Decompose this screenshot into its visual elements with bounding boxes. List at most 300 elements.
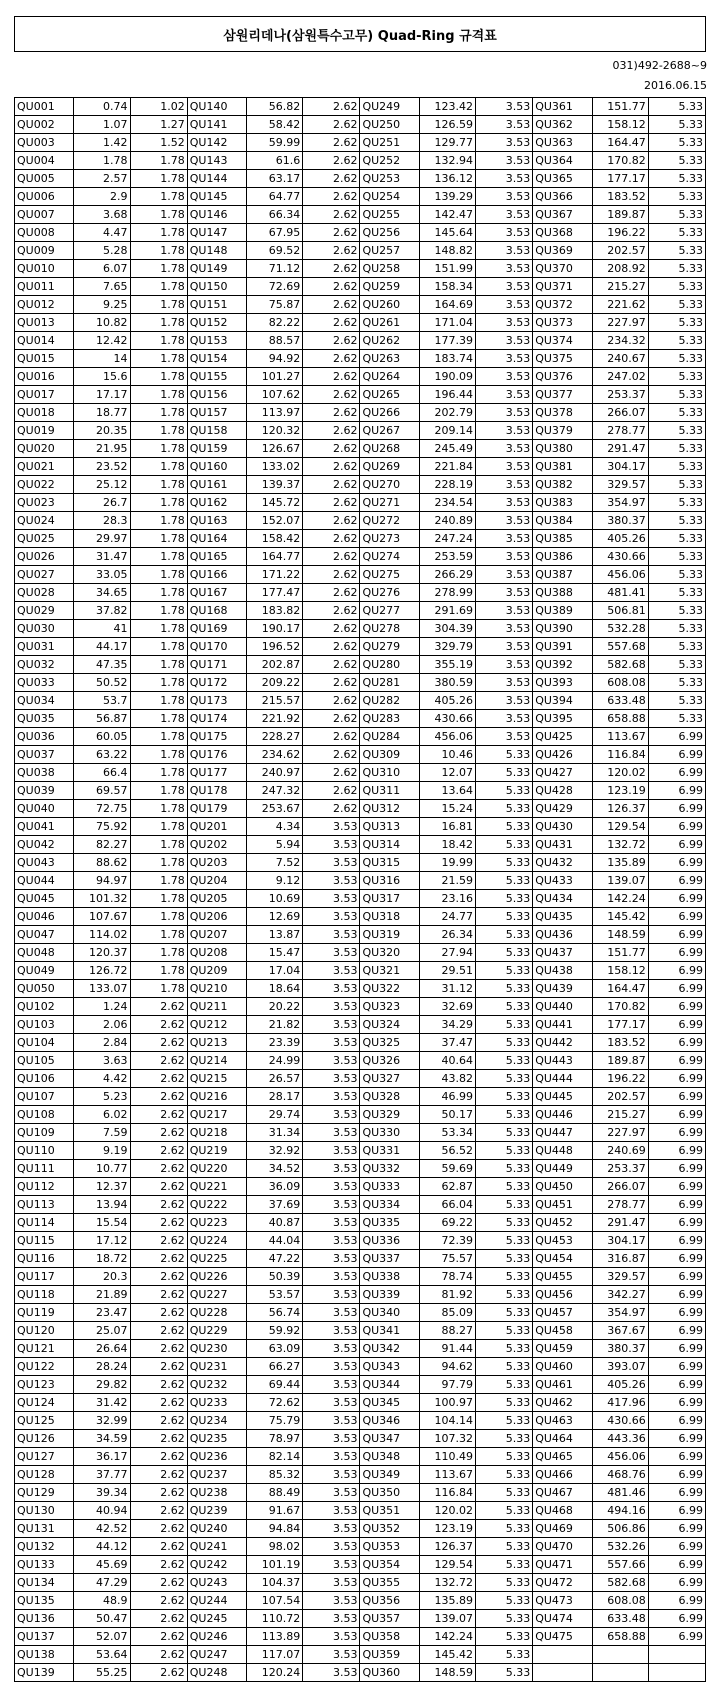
- cross-section-cell: 6.99: [648, 836, 705, 854]
- inner-diameter-cell: 135.89: [592, 854, 648, 872]
- inner-diameter-cell: 253.37: [592, 386, 648, 404]
- cross-section-cell: 1.78: [130, 638, 187, 656]
- cross-section-cell: 3.53: [303, 926, 360, 944]
- part-code-cell: QU042: [15, 836, 74, 854]
- part-code-cell: QU225: [187, 1250, 246, 1268]
- part-code-cell: QU175: [187, 728, 246, 746]
- cross-section-cell: 5.33: [475, 1466, 532, 1484]
- cross-section-cell: 1.78: [130, 386, 187, 404]
- cross-section-cell: 3.53: [303, 1394, 360, 1412]
- cross-section-cell: 3.53: [303, 1052, 360, 1070]
- part-code-cell: QU445: [533, 1088, 592, 1106]
- table-row: [15, 962, 706, 980]
- cross-section-cell: 6.99: [648, 1628, 705, 1646]
- part-code-cell: QU247: [187, 1646, 246, 1664]
- inner-diameter-cell: 135.89: [419, 1592, 475, 1610]
- inner-diameter-cell: 56.52: [419, 1142, 475, 1160]
- cross-section-cell: 6.99: [648, 1358, 705, 1376]
- part-code-cell: QU334: [360, 1196, 419, 1214]
- cross-section-cell: 2.62: [130, 1628, 187, 1646]
- inner-diameter-cell: 45.69: [74, 1556, 130, 1574]
- cross-section-cell: 6.99: [648, 1250, 705, 1268]
- table-row: [15, 116, 706, 134]
- inner-diameter-cell: 40.87: [247, 1214, 303, 1232]
- cross-section-cell: 6.99: [648, 962, 705, 980]
- inner-diameter-cell: 69.44: [247, 1376, 303, 1394]
- part-code-cell: QU265: [360, 386, 419, 404]
- cross-section-cell: 2.62: [303, 566, 360, 584]
- inner-diameter-cell: 158.12: [592, 116, 648, 134]
- inner-diameter-cell: 104.14: [419, 1412, 475, 1430]
- part-code-cell: QU458: [533, 1322, 592, 1340]
- cross-section-cell: 1.78: [130, 260, 187, 278]
- part-code-cell: QU105: [15, 1052, 74, 1070]
- part-code-cell: QU438: [533, 962, 592, 980]
- cross-section-cell: 6.99: [648, 1016, 705, 1034]
- inner-diameter-cell: 494.16: [592, 1502, 648, 1520]
- inner-diameter-cell: 17.17: [74, 386, 130, 404]
- part-code-cell: QU472: [533, 1574, 592, 1592]
- cross-section-cell: 5.33: [648, 620, 705, 638]
- cross-section-cell: 2.62: [303, 458, 360, 476]
- table-row: [15, 926, 706, 944]
- part-code-cell: QU112: [15, 1178, 74, 1196]
- cross-section-cell: 3.53: [475, 530, 532, 548]
- part-code-cell: QU039: [15, 782, 74, 800]
- table-row: [15, 638, 706, 656]
- cross-section-cell: 5.33: [648, 638, 705, 656]
- inner-diameter-cell: 46.99: [419, 1088, 475, 1106]
- inner-diameter-cell: 78.97: [247, 1430, 303, 1448]
- part-code-cell: QU002: [15, 116, 74, 134]
- cross-section-cell: 1.78: [130, 512, 187, 530]
- inner-diameter-cell: 7.59: [74, 1124, 130, 1142]
- inner-diameter-cell: 88.62: [74, 854, 130, 872]
- inner-diameter-cell: 608.08: [592, 1592, 648, 1610]
- part-code-cell: QU113: [15, 1196, 74, 1214]
- part-code-cell: QU119: [15, 1304, 74, 1322]
- inner-diameter-cell: 59.99: [247, 134, 303, 152]
- inner-diameter-cell: 62.87: [419, 1178, 475, 1196]
- part-code-cell: QU014: [15, 332, 74, 350]
- part-code-cell: QU242: [187, 1556, 246, 1574]
- part-code-cell: QU309: [360, 746, 419, 764]
- cross-section-cell: 5.33: [648, 710, 705, 728]
- inner-diameter-cell: 189.87: [592, 206, 648, 224]
- inner-diameter-cell: 23.47: [74, 1304, 130, 1322]
- cross-section-cell: 1.78: [130, 836, 187, 854]
- part-code-cell: QU106: [15, 1070, 74, 1088]
- inner-diameter-cell: 329.57: [592, 476, 648, 494]
- cross-section-cell: 5.33: [475, 1304, 532, 1322]
- part-code-cell: QU139: [15, 1664, 74, 1682]
- inner-diameter-cell: 88.57: [247, 332, 303, 350]
- table-row: [15, 656, 706, 674]
- table-row: [15, 1232, 706, 1250]
- part-code-cell: QU111: [15, 1160, 74, 1178]
- cross-section-cell: 2.62: [303, 620, 360, 638]
- cross-section-cell: 1.78: [130, 890, 187, 908]
- part-code-cell: QU017: [15, 386, 74, 404]
- inner-diameter-cell: 23.39: [247, 1034, 303, 1052]
- cross-section-cell: 1.78: [130, 188, 187, 206]
- cross-section-cell: 2.62: [303, 728, 360, 746]
- inner-diameter-cell: 47.35: [74, 656, 130, 674]
- inner-diameter-cell: 148.59: [419, 1664, 475, 1682]
- cross-section-cell: 2.62: [303, 296, 360, 314]
- inner-diameter-cell: 82.14: [247, 1448, 303, 1466]
- inner-diameter-cell: 13.64: [419, 782, 475, 800]
- part-code-cell: QU468: [533, 1502, 592, 1520]
- cross-section-cell: 3.53: [475, 314, 532, 332]
- inner-diameter-cell: 44.04: [247, 1232, 303, 1250]
- cross-section-cell: 1.78: [130, 224, 187, 242]
- part-code-cell: QU219: [187, 1142, 246, 1160]
- cross-section-cell: 6.99: [648, 872, 705, 890]
- part-code-cell: QU044: [15, 872, 74, 890]
- cross-section-cell: 2.62: [303, 224, 360, 242]
- part-code-cell: QU366: [533, 188, 592, 206]
- part-code-cell: QU454: [533, 1250, 592, 1268]
- cross-section-cell: 2.62: [130, 1520, 187, 1538]
- table-row: [15, 836, 706, 854]
- cross-section-cell: 3.53: [475, 116, 532, 134]
- part-code-cell: QU351: [360, 1502, 419, 1520]
- part-code-cell: QU466: [533, 1466, 592, 1484]
- cross-section-cell: 3.53: [303, 1070, 360, 1088]
- inner-diameter-cell: 228.27: [247, 728, 303, 746]
- inner-diameter-cell: 64.77: [247, 188, 303, 206]
- inner-diameter-cell: 59.69: [419, 1160, 475, 1178]
- cross-section-cell: 6.99: [648, 1502, 705, 1520]
- cross-section-cell: 2.62: [130, 1664, 187, 1682]
- inner-diameter-cell: 164.69: [419, 296, 475, 314]
- table-row: [15, 1484, 706, 1502]
- part-code-cell: QU156: [187, 386, 246, 404]
- table-row: [15, 746, 706, 764]
- inner-diameter-cell: 72.75: [74, 800, 130, 818]
- part-code-cell: QU446: [533, 1106, 592, 1124]
- part-code-cell: QU239: [187, 1502, 246, 1520]
- inner-diameter-cell: 4.47: [74, 224, 130, 242]
- cross-section-cell: 5.33: [475, 872, 532, 890]
- part-code-cell: QU313: [360, 818, 419, 836]
- part-code-cell: QU160: [187, 458, 246, 476]
- cross-section-cell: 2.62: [130, 1250, 187, 1268]
- inner-diameter-cell: 71.12: [247, 260, 303, 278]
- part-code-cell: QU221: [187, 1178, 246, 1196]
- table-row: [15, 1430, 706, 1448]
- inner-diameter-cell: 405.26: [419, 692, 475, 710]
- cross-section-cell: 5.33: [475, 1502, 532, 1520]
- table-row: [15, 1106, 706, 1124]
- cross-section-cell: 5.33: [475, 944, 532, 962]
- part-code-cell: QU369: [533, 242, 592, 260]
- cross-section-cell: 5.33: [475, 1106, 532, 1124]
- inner-diameter-cell: 81.92: [419, 1286, 475, 1304]
- part-code-cell: QU283: [360, 710, 419, 728]
- inner-diameter-cell: 32.69: [419, 998, 475, 1016]
- part-code-cell: QU019: [15, 422, 74, 440]
- cross-section-cell: 6.99: [648, 1394, 705, 1412]
- cross-section-cell: 2.62: [130, 1466, 187, 1484]
- cross-section-cell: 3.53: [475, 350, 532, 368]
- inner-diameter-cell: 9.25: [74, 296, 130, 314]
- inner-diameter-cell: 14: [74, 350, 130, 368]
- part-code-cell: QU207: [187, 926, 246, 944]
- cross-section-cell: 6.99: [648, 1538, 705, 1556]
- cross-section-cell: 2.62: [303, 476, 360, 494]
- inner-diameter-cell: 15.54: [74, 1214, 130, 1232]
- cross-section-cell: [648, 1646, 705, 1664]
- cross-section-cell: 5.33: [475, 764, 532, 782]
- inner-diameter-cell: 234.32: [592, 332, 648, 350]
- cross-section-cell: 2.62: [303, 638, 360, 656]
- cross-section-cell: 2.62: [303, 314, 360, 332]
- part-code-cell: QU434: [533, 890, 592, 908]
- cross-section-cell: 5.33: [475, 854, 532, 872]
- inner-diameter-cell: 278.77: [592, 1196, 648, 1214]
- inner-diameter-cell: 23.52: [74, 458, 130, 476]
- part-code-cell: QU470: [533, 1538, 592, 1556]
- part-code-cell: QU340: [360, 1304, 419, 1322]
- part-code-cell: QU456: [533, 1286, 592, 1304]
- inner-diameter-cell: 380.59: [419, 674, 475, 692]
- part-code-cell: [533, 1664, 592, 1682]
- cross-section-cell: 5.33: [475, 1250, 532, 1268]
- inner-diameter-cell: 354.97: [592, 1304, 648, 1322]
- cross-section-cell: 6.99: [648, 1052, 705, 1070]
- part-code-cell: QU328: [360, 1088, 419, 1106]
- part-code-cell: QU162: [187, 494, 246, 512]
- inner-diameter-cell: 658.88: [592, 1628, 648, 1646]
- inner-diameter-cell: 183.52: [592, 188, 648, 206]
- part-code-cell: QU274: [360, 548, 419, 566]
- part-code-cell: QU452: [533, 1214, 592, 1232]
- cross-section-cell: 3.53: [475, 278, 532, 296]
- part-code-cell: QU048: [15, 944, 74, 962]
- inner-diameter-cell: 110.49: [419, 1448, 475, 1466]
- inner-diameter-cell: 0.74: [74, 98, 130, 116]
- cross-section-cell: 5.33: [648, 566, 705, 584]
- inner-diameter-cell: 59.92: [247, 1322, 303, 1340]
- cross-section-cell: 5.33: [475, 1340, 532, 1358]
- part-code-cell: QU029: [15, 602, 74, 620]
- part-code-cell: QU237: [187, 1466, 246, 1484]
- cross-section-cell: 5.33: [648, 278, 705, 296]
- part-code-cell: QU131: [15, 1520, 74, 1538]
- cross-section-cell: 3.53: [475, 494, 532, 512]
- part-code-cell: QU281: [360, 674, 419, 692]
- table-row: [15, 818, 706, 836]
- cross-section-cell: 6.99: [648, 764, 705, 782]
- part-code-cell: QU203: [187, 854, 246, 872]
- part-code-cell: QU427: [533, 764, 592, 782]
- cross-section-cell: 3.53: [303, 1142, 360, 1160]
- part-code-cell: QU261: [360, 314, 419, 332]
- cross-section-cell: 5.33: [475, 1232, 532, 1250]
- inner-diameter-cell: 120.02: [592, 764, 648, 782]
- cross-section-cell: 2.62: [303, 188, 360, 206]
- part-code-cell: QU277: [360, 602, 419, 620]
- part-code-cell: QU201: [187, 818, 246, 836]
- part-code-cell: QU244: [187, 1592, 246, 1610]
- part-code-cell: QU432: [533, 854, 592, 872]
- inner-diameter-cell: 24.99: [247, 1052, 303, 1070]
- part-code-cell: QU262: [360, 332, 419, 350]
- inner-diameter-cell: 94.62: [419, 1358, 475, 1376]
- part-code-cell: QU007: [15, 206, 74, 224]
- cross-section-cell: 3.53: [475, 512, 532, 530]
- part-code-cell: QU146: [187, 206, 246, 224]
- cross-section-cell: 3.53: [303, 1538, 360, 1556]
- part-code-cell: QU107: [15, 1088, 74, 1106]
- part-code-cell: QU280: [360, 656, 419, 674]
- part-code-cell: QU378: [533, 404, 592, 422]
- part-code-cell: QU227: [187, 1286, 246, 1304]
- inner-diameter-cell: 36.17: [74, 1448, 130, 1466]
- part-code-cell: QU332: [360, 1160, 419, 1178]
- cross-section-cell: 2.62: [130, 1574, 187, 1592]
- part-code-cell: QU121: [15, 1340, 74, 1358]
- part-code-cell: QU211: [187, 998, 246, 1016]
- inner-diameter-cell: 506.86: [592, 1520, 648, 1538]
- inner-diameter-cell: 278.99: [419, 584, 475, 602]
- inner-diameter-cell: 120.32: [247, 422, 303, 440]
- inner-diameter-cell: 41: [74, 620, 130, 638]
- part-code-cell: QU145: [187, 188, 246, 206]
- cross-section-cell: 2.62: [130, 1646, 187, 1664]
- part-code-cell: QU179: [187, 800, 246, 818]
- part-code-cell: QU381: [533, 458, 592, 476]
- part-code-cell: QU161: [187, 476, 246, 494]
- cross-section-cell: 3.53: [475, 206, 532, 224]
- table-row: [15, 1124, 706, 1142]
- inner-diameter-cell: 21.95: [74, 440, 130, 458]
- part-code-cell: QU210: [187, 980, 246, 998]
- inner-diameter-cell: 34.52: [247, 1160, 303, 1178]
- cross-section-cell: 2.62: [303, 710, 360, 728]
- inner-diameter-cell: 291.47: [592, 1214, 648, 1232]
- part-code-cell: QU108: [15, 1106, 74, 1124]
- table-row: [15, 440, 706, 458]
- part-code-cell: QU135: [15, 1592, 74, 1610]
- cross-section-cell: 5.33: [475, 1322, 532, 1340]
- inner-diameter-cell: 215.27: [592, 1106, 648, 1124]
- cross-section-cell: 3.53: [303, 1484, 360, 1502]
- table-row: [15, 548, 706, 566]
- part-code-cell: QU272: [360, 512, 419, 530]
- cross-section-cell: 2.62: [303, 674, 360, 692]
- cross-section-cell: 2.62: [303, 242, 360, 260]
- cross-section-cell: 1.78: [130, 332, 187, 350]
- inner-diameter-cell: 66.4: [74, 764, 130, 782]
- table-row: [15, 1376, 706, 1394]
- part-code-cell: QU248: [187, 1664, 246, 1682]
- inner-diameter-cell: 1.07: [74, 116, 130, 134]
- cross-section-cell: 3.53: [303, 1592, 360, 1610]
- part-code-cell: QU321: [360, 962, 419, 980]
- inner-diameter-cell: 215.27: [592, 278, 648, 296]
- inner-diameter-cell: 126.37: [419, 1538, 475, 1556]
- cross-section-cell: 3.53: [475, 440, 532, 458]
- cross-section-cell: 6.99: [648, 1430, 705, 1448]
- part-code-cell: QU447: [533, 1124, 592, 1142]
- cross-section-cell: 3.53: [475, 332, 532, 350]
- table-row: [15, 1250, 706, 1268]
- cross-section-cell: 2.62: [303, 404, 360, 422]
- part-code-cell: QU344: [360, 1376, 419, 1394]
- part-code-cell: QU118: [15, 1286, 74, 1304]
- cross-section-cell: 3.53: [475, 224, 532, 242]
- part-code-cell: QU136: [15, 1610, 74, 1628]
- inner-diameter-cell: 443.36: [592, 1430, 648, 1448]
- part-code-cell: QU240: [187, 1520, 246, 1538]
- inner-diameter-cell: 2.9: [74, 188, 130, 206]
- part-code-cell: QU167: [187, 584, 246, 602]
- inner-diameter-cell: 91.44: [419, 1340, 475, 1358]
- cross-section-cell: 5.33: [648, 188, 705, 206]
- table-row: [15, 134, 706, 152]
- table-row: [15, 1016, 706, 1034]
- cross-section-cell: 2.62: [303, 800, 360, 818]
- part-code-cell: QU150: [187, 278, 246, 296]
- inner-diameter-cell: 228.19: [419, 476, 475, 494]
- cross-section-cell: 1.78: [130, 368, 187, 386]
- cross-section-cell: 3.53: [475, 242, 532, 260]
- inner-diameter-cell: 126.37: [592, 800, 648, 818]
- inner-diameter-cell: 113.89: [247, 1628, 303, 1646]
- inner-diameter-cell: 2.84: [74, 1034, 130, 1052]
- inner-diameter-cell: 430.66: [592, 1412, 648, 1430]
- cross-section-cell: 5.33: [475, 1124, 532, 1142]
- part-code-cell: QU010: [15, 260, 74, 278]
- cross-section-cell: 6.99: [648, 1196, 705, 1214]
- part-code-cell: QU271: [360, 494, 419, 512]
- part-code-cell: QU444: [533, 1070, 592, 1088]
- cross-section-cell: 3.53: [303, 1466, 360, 1484]
- inner-diameter-cell: 31.47: [74, 548, 130, 566]
- part-code-cell: QU455: [533, 1268, 592, 1286]
- table-row: [15, 1322, 706, 1340]
- part-code-cell: QU138: [15, 1646, 74, 1664]
- part-code-cell: QU235: [187, 1430, 246, 1448]
- part-code-cell: QU394: [533, 692, 592, 710]
- inner-diameter-cell: 190.09: [419, 368, 475, 386]
- table-row: [15, 188, 706, 206]
- part-code-cell: QU218: [187, 1124, 246, 1142]
- part-code-cell: QU362: [533, 116, 592, 134]
- inner-diameter-cell: 209.14: [419, 422, 475, 440]
- part-code-cell: QU257: [360, 242, 419, 260]
- part-code-cell: QU006: [15, 188, 74, 206]
- part-code-cell: QU173: [187, 692, 246, 710]
- cross-section-cell: 2.62: [303, 764, 360, 782]
- part-code-cell: QU333: [360, 1178, 419, 1196]
- cross-section-cell: 5.33: [648, 476, 705, 494]
- part-code-cell: QU356: [360, 1592, 419, 1610]
- cross-section-cell: 5.33: [475, 1646, 532, 1664]
- part-code-cell: QU429: [533, 800, 592, 818]
- part-code-cell: QU153: [187, 332, 246, 350]
- part-code-cell: QU117: [15, 1268, 74, 1286]
- inner-diameter-cell: 291.47: [592, 440, 648, 458]
- inner-diameter-cell: 139.07: [592, 872, 648, 890]
- cross-section-cell: 5.33: [475, 1214, 532, 1232]
- cross-section-cell: 6.99: [648, 980, 705, 998]
- part-code-cell: QU026: [15, 548, 74, 566]
- cross-section-cell: 3.53: [303, 1016, 360, 1034]
